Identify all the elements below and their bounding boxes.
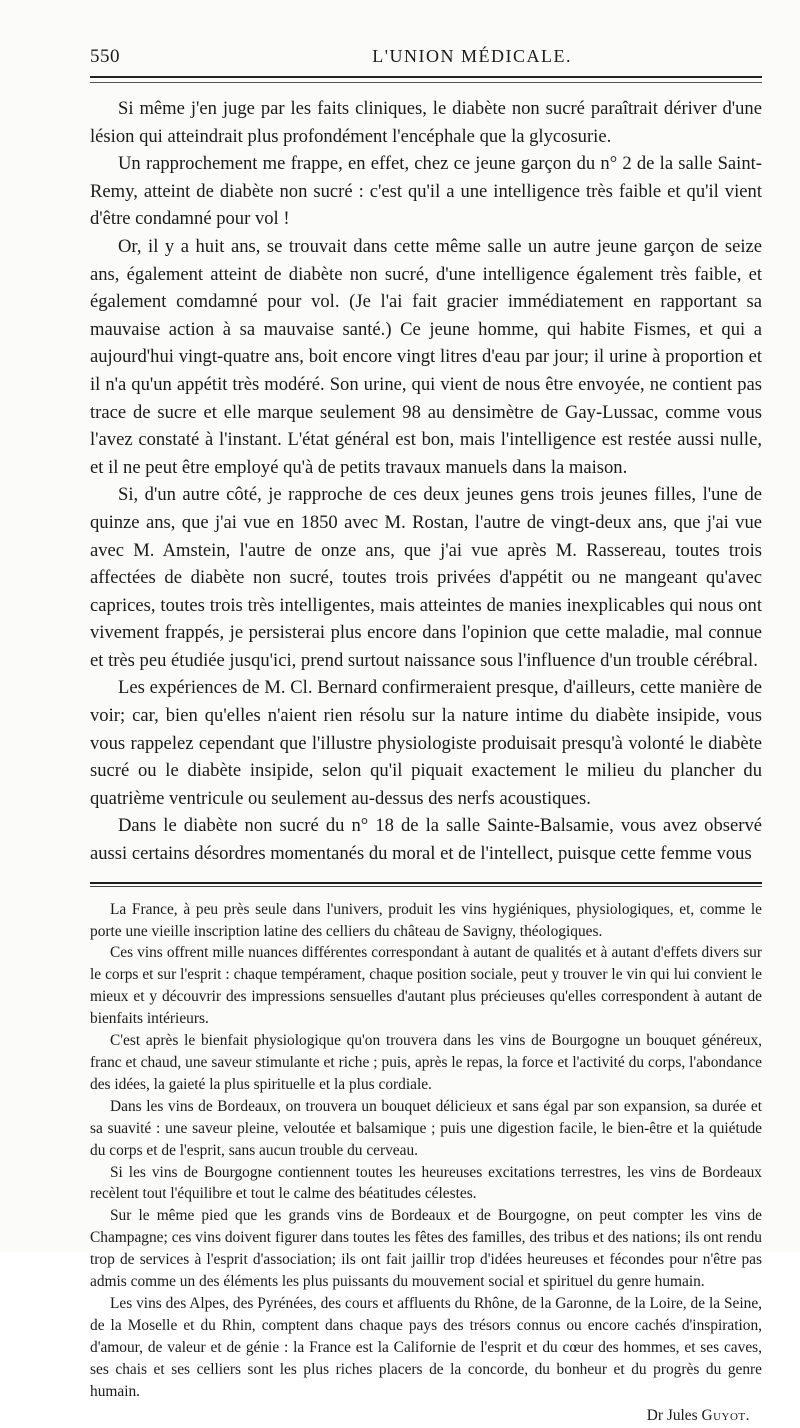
page-header: [90, 46, 762, 72]
signature-prefix: Dr Jules: [646, 1407, 698, 1425]
header-rule: [90, 76, 762, 78]
paragraph: Un rapprochement me frappe, en effet, chez ce jeune garçon du n° 2 de la salle Saint-Remy, atteint de diabète non sucré : c'est qu'il a une intelligence très faible et qu'il vient d'être condamné pour vol !: [90, 153, 762, 230]
paragraph: Dans le diabète non sucré du n° 18 de la salle Sainte-Balsamie, vous avez observé aussi certains désordres momentanés du moral et de l'intellect, puisque cette femme vous: [90, 815, 762, 865]
paragraph: Si même j'en juge par les faits cliniques, le diabète non sucré paraîtrait dériver d'une lésion qui atteindrait plus profondément l'encéphale que la glycosurie.: [90, 98, 762, 147]
signature: [90, 1404, 762, 1428]
paragraph: Or, il y a huit ans, se trouvait dans cette même salle un autre jeune garçon de seize ans, également atteint de diabète non sucré, d'une intelligence également très faible, et également comdamné pour vol. (Je l'ai fait gracier immédiatement en rapportant sa mauvaise action à sa mauvaise santé.) Ce jeune homme, qui habite Fismes, et qui a aujourd'hui vingt-quatre ans, boit encore vingt litres d'eau par jour; il urine à proportion et il n'a qu'un appétit très modéré. Son urine, qui vient de nous être envoyée, ne contient pas trace de sucre et elle marque seulement 98 au densimètre de Gay-Lussac, comme vous l'avez constaté à l'instant. L'état général est bon, mais l'intelligence est restée aussi nulle, et il ne peut être employé qu'à de petits travaux manuels dans la maison.: [90, 235, 762, 478]
paragraph: Les expériences de M. Cl. Bernard confirmeraient presque, d'ailleurs, cette manière de voir; car, bien qu'elles n'aient rien résolu sur la nature intime du diabète insipide, vous vous rappelez cependant que l'illustre physiologiste produisait presqu'à volonté le diabète sucré ou le diabète insipide, selon qu'il piquait exactement le milieu du plancher du quatrième ventricule ou seulement au-dessus des nerfs acoustiques.: [90, 677, 762, 809]
footnote-section: [90, 899, 762, 1403]
running-head: L'UNION MÉDICALE.: [372, 46, 572, 66]
paragraph: Si, d'un autre côté, je rapproche de ces deux jeunes gens trois jeunes filles, l'une de quinze ans, que j'ai vue en 1850 avec M. Rostan, l'autre de vingt-deux ans, que j'ai vue avec M. Amstein, l'autre de onze ans, que j'ai vue après M. Rassereau, toutes trois affectées de diabète non sucré, toutes trois privées d'appétit ou ne mangeant qu'avec caprices, toutes trois très intelligentes, mais atteintes de manies inexplicables qui nous ont vivement frappés, je persisterai plus encore dans l'opinion que cette maladie, mal connue et très peu étudiée jusqu'ici, prend surtout naissance sous l'influence d'un trouble cérébral.: [90, 484, 762, 671]
footnote-paragraph: Ces vins offrent mille nuances différentes correspondant à autant de qualités et à autant d'effets divers sur le corps et sur l'esprit : chaque tempérament, chaque position sociale, peut y trouver le vin qui lui convient le mieux et y découvrir des impressions sensuelles d'autant plus précieuses qu'elles correspondent à autant de bienfaits intérieurs.: [90, 944, 762, 1028]
footnote-paragraph: La France, à peu près seule dans l'univers, produit les vins hygiéniques, physiologiques, et, comme le porte une vieille inscription latine des celliers du château de Savigny, théologiques.: [90, 900, 762, 940]
signature-name: Guyot.: [701, 1407, 750, 1425]
page-number: 550: [90, 46, 120, 67]
footnote-paragraph: Si les vins de Bourgogne contiennent toutes les heureuses excitations terrestres, les vins de Bordeaux recèlent tout l'équilibre et tout le calme des béatitudes célestes.: [90, 1163, 762, 1203]
main-text: [90, 95, 762, 868]
footnote-paragraph: Sur le même pied que les grands vins de Bordeaux et de Bourgogne, on peut compter les vins de Champagne; ces vins doivent figurer dans toutes les fêtes des familles, des tribus et des nations; ils ont rendu trop de services à l'esprit d'association; ils ont fait jaillir trop d'idées heureuses et fécondes pour n'être pas admis comme un des éléments les plus puissants du mouvement social et spirituel du genre humain.: [90, 1207, 762, 1291]
footnote-paragraph: C'est après le bienfait physiologique qu'on trouvera dans les vins de Bourgogne un bouquet généreux, franc et chaud, une saveur stimulante et riche ; puis, après le repas, la force et l'activité du corps, l'abondance des idées, la gaieté la plus spirituelle et la plus cordiale.: [90, 1032, 762, 1093]
footnote-separator: [90, 882, 762, 887]
footnote-paragraph: Les vins des Alpes, des Pyrénées, des cours et affluents du Rhône, de la Garonne, de la Loire, de la Seine, de la Moselle et du Rhin, comptent dans chaque pays des trésors connus ou encore cachés d'inspiration, d'amour, de valeur et de génie : la France est la Californie de l'esprit et du cœur des hommes, et ses caves, ses chais et ses celliers sont les plus riches placers de la concorde, du bonheur et du progrès du genre humain.: [90, 1294, 762, 1400]
footnote-paragraph: Dans les vins de Bordeaux, on trouvera un bouquet délicieux et sans égal par son expansion, sa durée et sa suavité : une saveur pleine, veloutée et balsamique ; puis une digestion facile, le bien-être et la quiétude du corps et de l'esprit, sans aucun trouble du cerveau.: [90, 1097, 762, 1159]
header-rule-thin: [90, 82, 762, 83]
